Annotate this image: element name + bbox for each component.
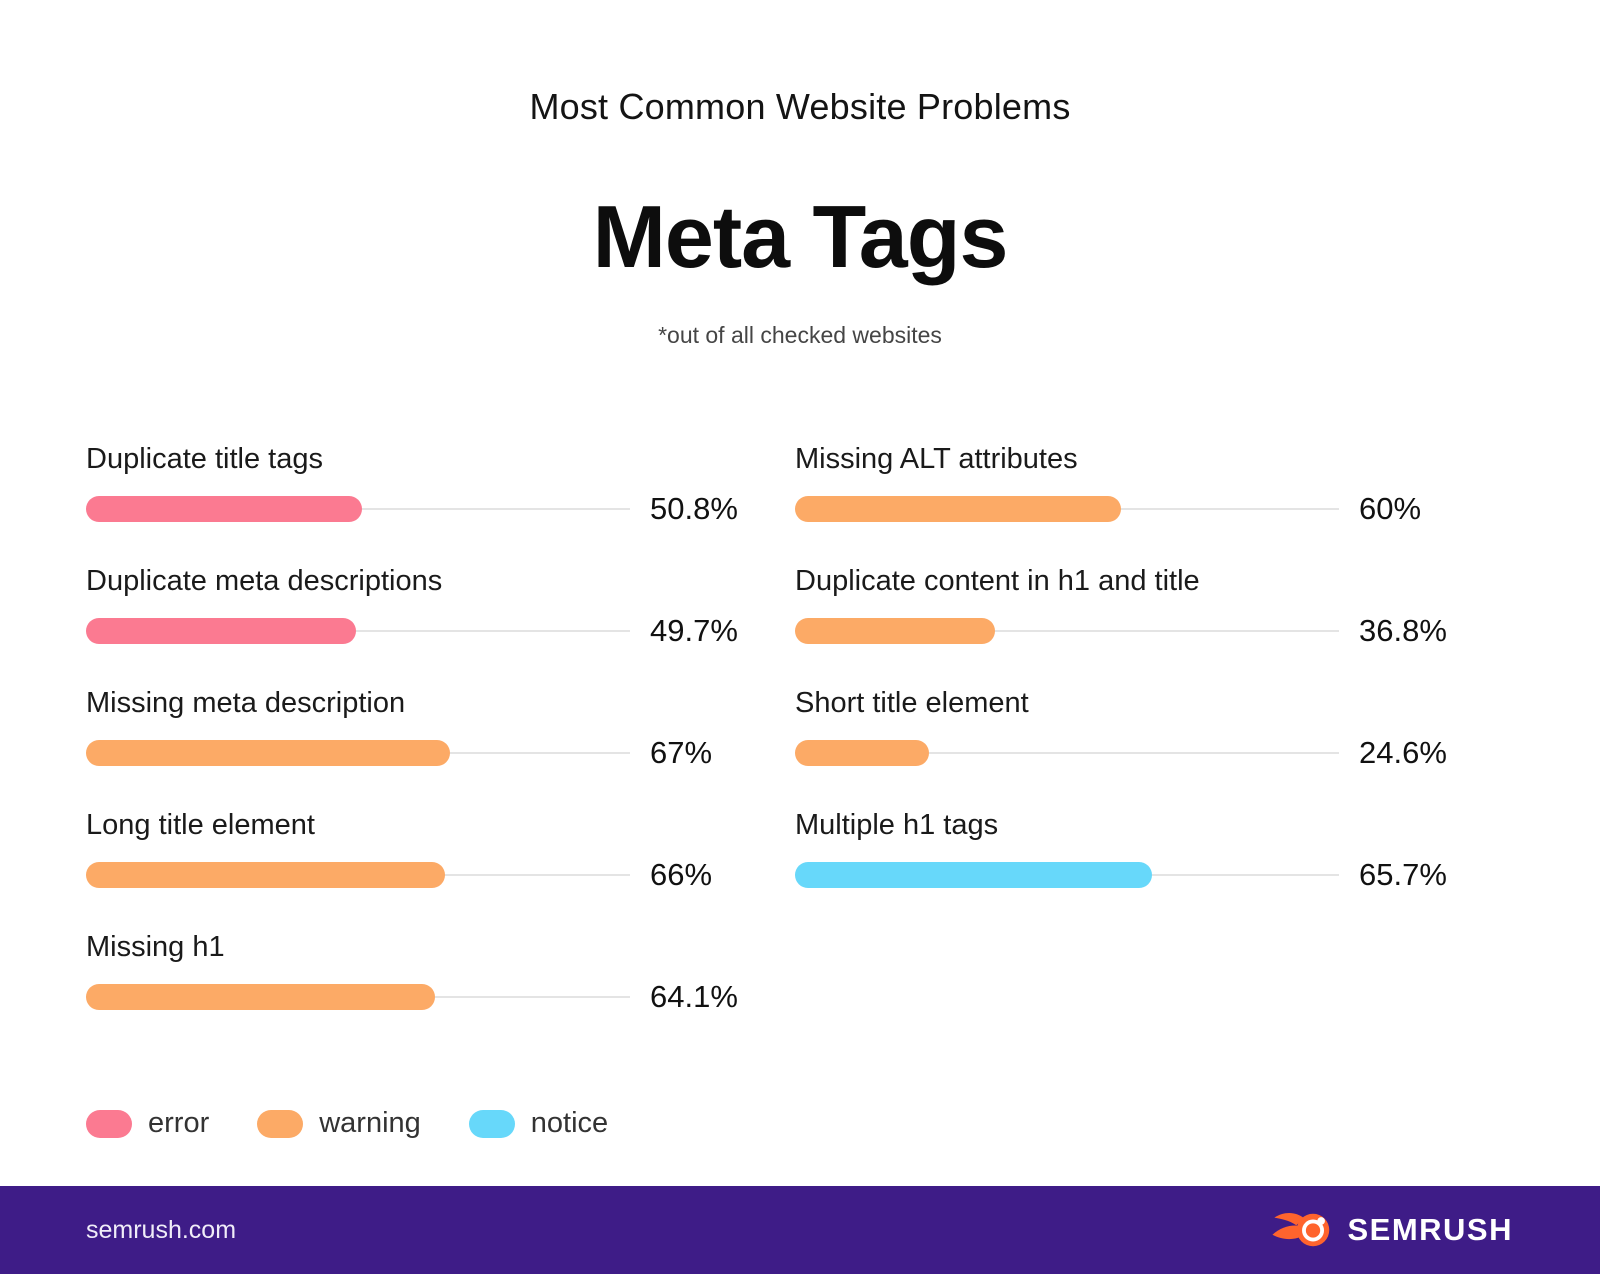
bar-label: Missing meta description xyxy=(86,687,406,719)
legend-label: notice xyxy=(530,1107,609,1139)
bar-row xyxy=(86,441,738,527)
bar-line xyxy=(795,491,1435,527)
bar-label: Long title element xyxy=(86,809,315,841)
bar-fill xyxy=(86,862,445,888)
subtitle-note: *out of all checked websites xyxy=(658,322,942,348)
bar-track xyxy=(86,862,630,888)
bar-line xyxy=(795,735,1447,771)
bar-fill xyxy=(795,862,1152,888)
bar-value: 66% xyxy=(650,857,713,892)
bar-value: 24.6% xyxy=(1359,735,1447,770)
bar-fill xyxy=(86,740,450,766)
bar-track xyxy=(795,496,1339,522)
bar-row xyxy=(795,807,1447,893)
chart-legend xyxy=(0,1107,1600,1140)
bar-value: 60% xyxy=(1359,491,1422,526)
warning-swatch-icon xyxy=(257,1110,303,1138)
bar-line xyxy=(795,613,1447,649)
bar-row xyxy=(86,685,726,771)
chart-column-right xyxy=(795,441,1447,929)
bar-label: Short title element xyxy=(795,687,1029,719)
bar-line xyxy=(795,857,1447,893)
bar-fill xyxy=(86,618,356,644)
bar-value: 50.8% xyxy=(650,491,738,526)
page-title: Meta Tags xyxy=(592,187,1008,286)
bar-fill xyxy=(86,496,362,522)
error-swatch-icon xyxy=(86,1110,132,1138)
semrush-fireball-icon xyxy=(1272,1209,1334,1251)
bar-track xyxy=(86,618,630,644)
bar-line xyxy=(86,491,738,527)
bar-fill xyxy=(795,740,929,766)
bar-label: Duplicate meta descriptions xyxy=(86,565,443,597)
legend-item-warning xyxy=(257,1107,421,1140)
bar-label: Multiple h1 tags xyxy=(795,809,999,841)
bar-label: Missing ALT attributes xyxy=(795,443,1078,475)
bar-value: 65.7% xyxy=(1359,857,1447,892)
footer-site-link[interactable]: semrush.com xyxy=(86,1215,237,1244)
legend-label: warning xyxy=(319,1107,421,1139)
bar-row xyxy=(86,807,726,893)
bar-value: 67% xyxy=(650,735,713,770)
legend-item-error xyxy=(86,1107,209,1140)
kicker-title: Most Common Website Problems xyxy=(529,86,1071,127)
bar-chart xyxy=(0,441,1600,1051)
bar-value: 49.7% xyxy=(650,613,738,648)
bar-label: Duplicate title tags xyxy=(86,443,323,475)
bar-track xyxy=(795,862,1339,888)
bar-track xyxy=(795,740,1339,766)
bar-line xyxy=(86,979,738,1015)
bar-row xyxy=(795,441,1435,527)
notice-swatch-icon xyxy=(469,1110,515,1138)
footer xyxy=(0,1186,1600,1274)
bar-line xyxy=(86,613,738,649)
legend-label: error xyxy=(148,1107,210,1139)
bar-fill xyxy=(795,496,1121,522)
bar-line xyxy=(86,857,726,893)
bar-track xyxy=(86,740,630,766)
bar-value: 64.1% xyxy=(650,979,738,1014)
bar-fill xyxy=(86,984,435,1010)
bar-row xyxy=(86,929,738,1015)
bar-row xyxy=(795,685,1447,771)
bar-label: Duplicate content in h1 and title xyxy=(795,565,1200,597)
bar-row xyxy=(795,563,1447,649)
semrush-logo xyxy=(1272,1209,1513,1251)
chart-column-left xyxy=(86,441,738,1051)
bar-track xyxy=(86,984,630,1010)
bar-value: 36.8% xyxy=(1359,613,1447,648)
bar-fill xyxy=(795,618,995,644)
bar-row xyxy=(86,563,738,649)
bar-line xyxy=(86,735,726,771)
semrush-wordmark: SEMRUSH xyxy=(1347,1212,1513,1247)
bar-track xyxy=(795,618,1339,644)
bar-label: Missing h1 xyxy=(86,931,225,963)
legend-item-notice xyxy=(469,1107,608,1140)
bar-track xyxy=(86,496,630,522)
